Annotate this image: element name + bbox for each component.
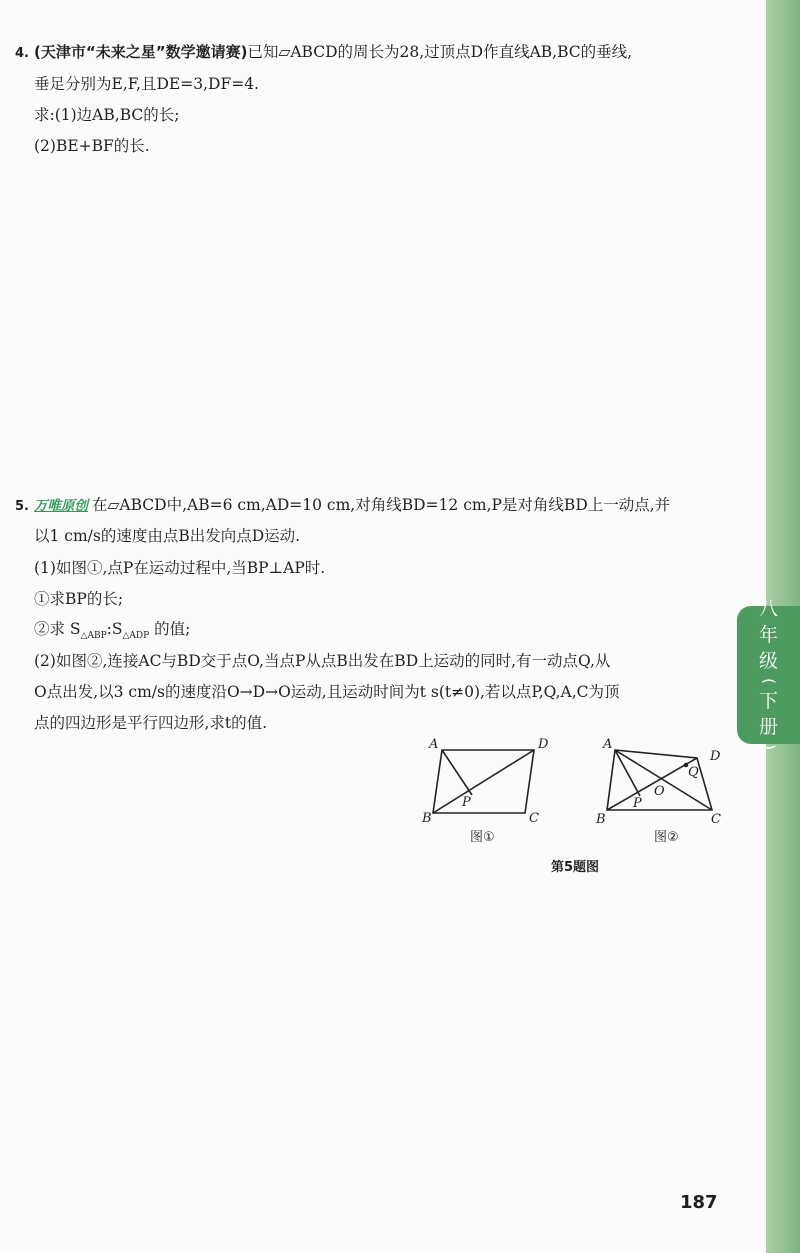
grade-tab-char: 年 <box>758 624 778 646</box>
fig2-label-o: O <box>654 784 665 799</box>
question-5-line-2: 以1 cm/s的速度由点B出发向点D运动. <box>34 527 301 545</box>
fig1-label-p: P <box>462 795 471 810</box>
fig2-diagonal-bd <box>607 758 697 810</box>
question-4-number: 4. <box>15 46 29 61</box>
question-5-line-8: 点的四边形是平行四边形,求t的值. <box>34 714 268 732</box>
question-5-line-4: ①求BP的长; <box>34 590 124 608</box>
page-number: 187 <box>680 1192 718 1213</box>
question-4-source: (天津市“未来之星”数学邀请赛) <box>34 43 248 61</box>
grade-tab-char: 册 <box>758 716 778 738</box>
ratio-sub-abp: △ABP <box>80 631 107 642</box>
fig2-label-c: C <box>711 812 721 827</box>
fig1-label-a: A <box>429 737 439 752</box>
grade-tab-char: 级 <box>758 650 778 672</box>
fig2-label-p: P <box>633 796 642 811</box>
fig1-segment-ap <box>442 750 472 795</box>
question-5-number: 5. <box>15 499 29 514</box>
question-4-line-3: 求:(1)边AB,BC的长; <box>34 106 180 124</box>
ratio-prefix: ②求 S <box>34 620 81 638</box>
fig1-label-c: C <box>529 811 539 826</box>
fig2-label-q: Q <box>688 765 699 780</box>
ratio-suffix: 的值; <box>149 620 191 638</box>
question-5-text: 在▱ABCD中,AB=6 cm,AD=10 cm,对角线BD=12 cm,P是对角线BD上一动点,并 <box>92 496 671 514</box>
ratio-mid: :S <box>106 620 123 638</box>
grade-tab-char: 八 <box>758 598 778 620</box>
fig2-caption: 图② <box>654 830 679 845</box>
original-badge: 万唯原创 <box>34 498 88 514</box>
grade-tab-char: ( <box>759 678 778 684</box>
fig2-label-a: A <box>603 737 613 752</box>
question-4-text: 已知▱ABCD的周长为28,过顶点D作直线AB,BC的垂线, <box>247 43 633 61</box>
fig1-caption: 图① <box>470 830 495 845</box>
question-4-line-4: (2)BE+BF的长. <box>34 137 150 155</box>
grade-tab-char: 下 <box>758 690 778 712</box>
figure-caption: 第5题图 <box>551 860 600 875</box>
question-5-line-7: O点出发,以3 cm/s的速度沿O→D→O运动,且运动时间为t s(t≠0),若以点P,Q,A,C为顶 <box>34 683 620 701</box>
fig2-label-d: D <box>710 749 721 764</box>
question-5-line-3: (1)如图①,点P在运动过程中,当BP⊥AP时. <box>34 559 326 577</box>
fig1-label-d: D <box>538 737 549 752</box>
question-4-line-2: 垂足分别为E,F,且DE=3,DF=4. <box>34 75 259 93</box>
fig2-label-b: B <box>596 812 606 827</box>
ratio-sub-adp: △ADP <box>122 631 150 642</box>
grade-tab-char: ) <box>759 744 778 750</box>
fig1-label-b: B <box>422 811 432 826</box>
question-5-line-6: (2)如图②,连接AC与BD交于点O,当点P从点B出发在BD上运动的同时,有一动点Q,从 <box>34 652 611 670</box>
